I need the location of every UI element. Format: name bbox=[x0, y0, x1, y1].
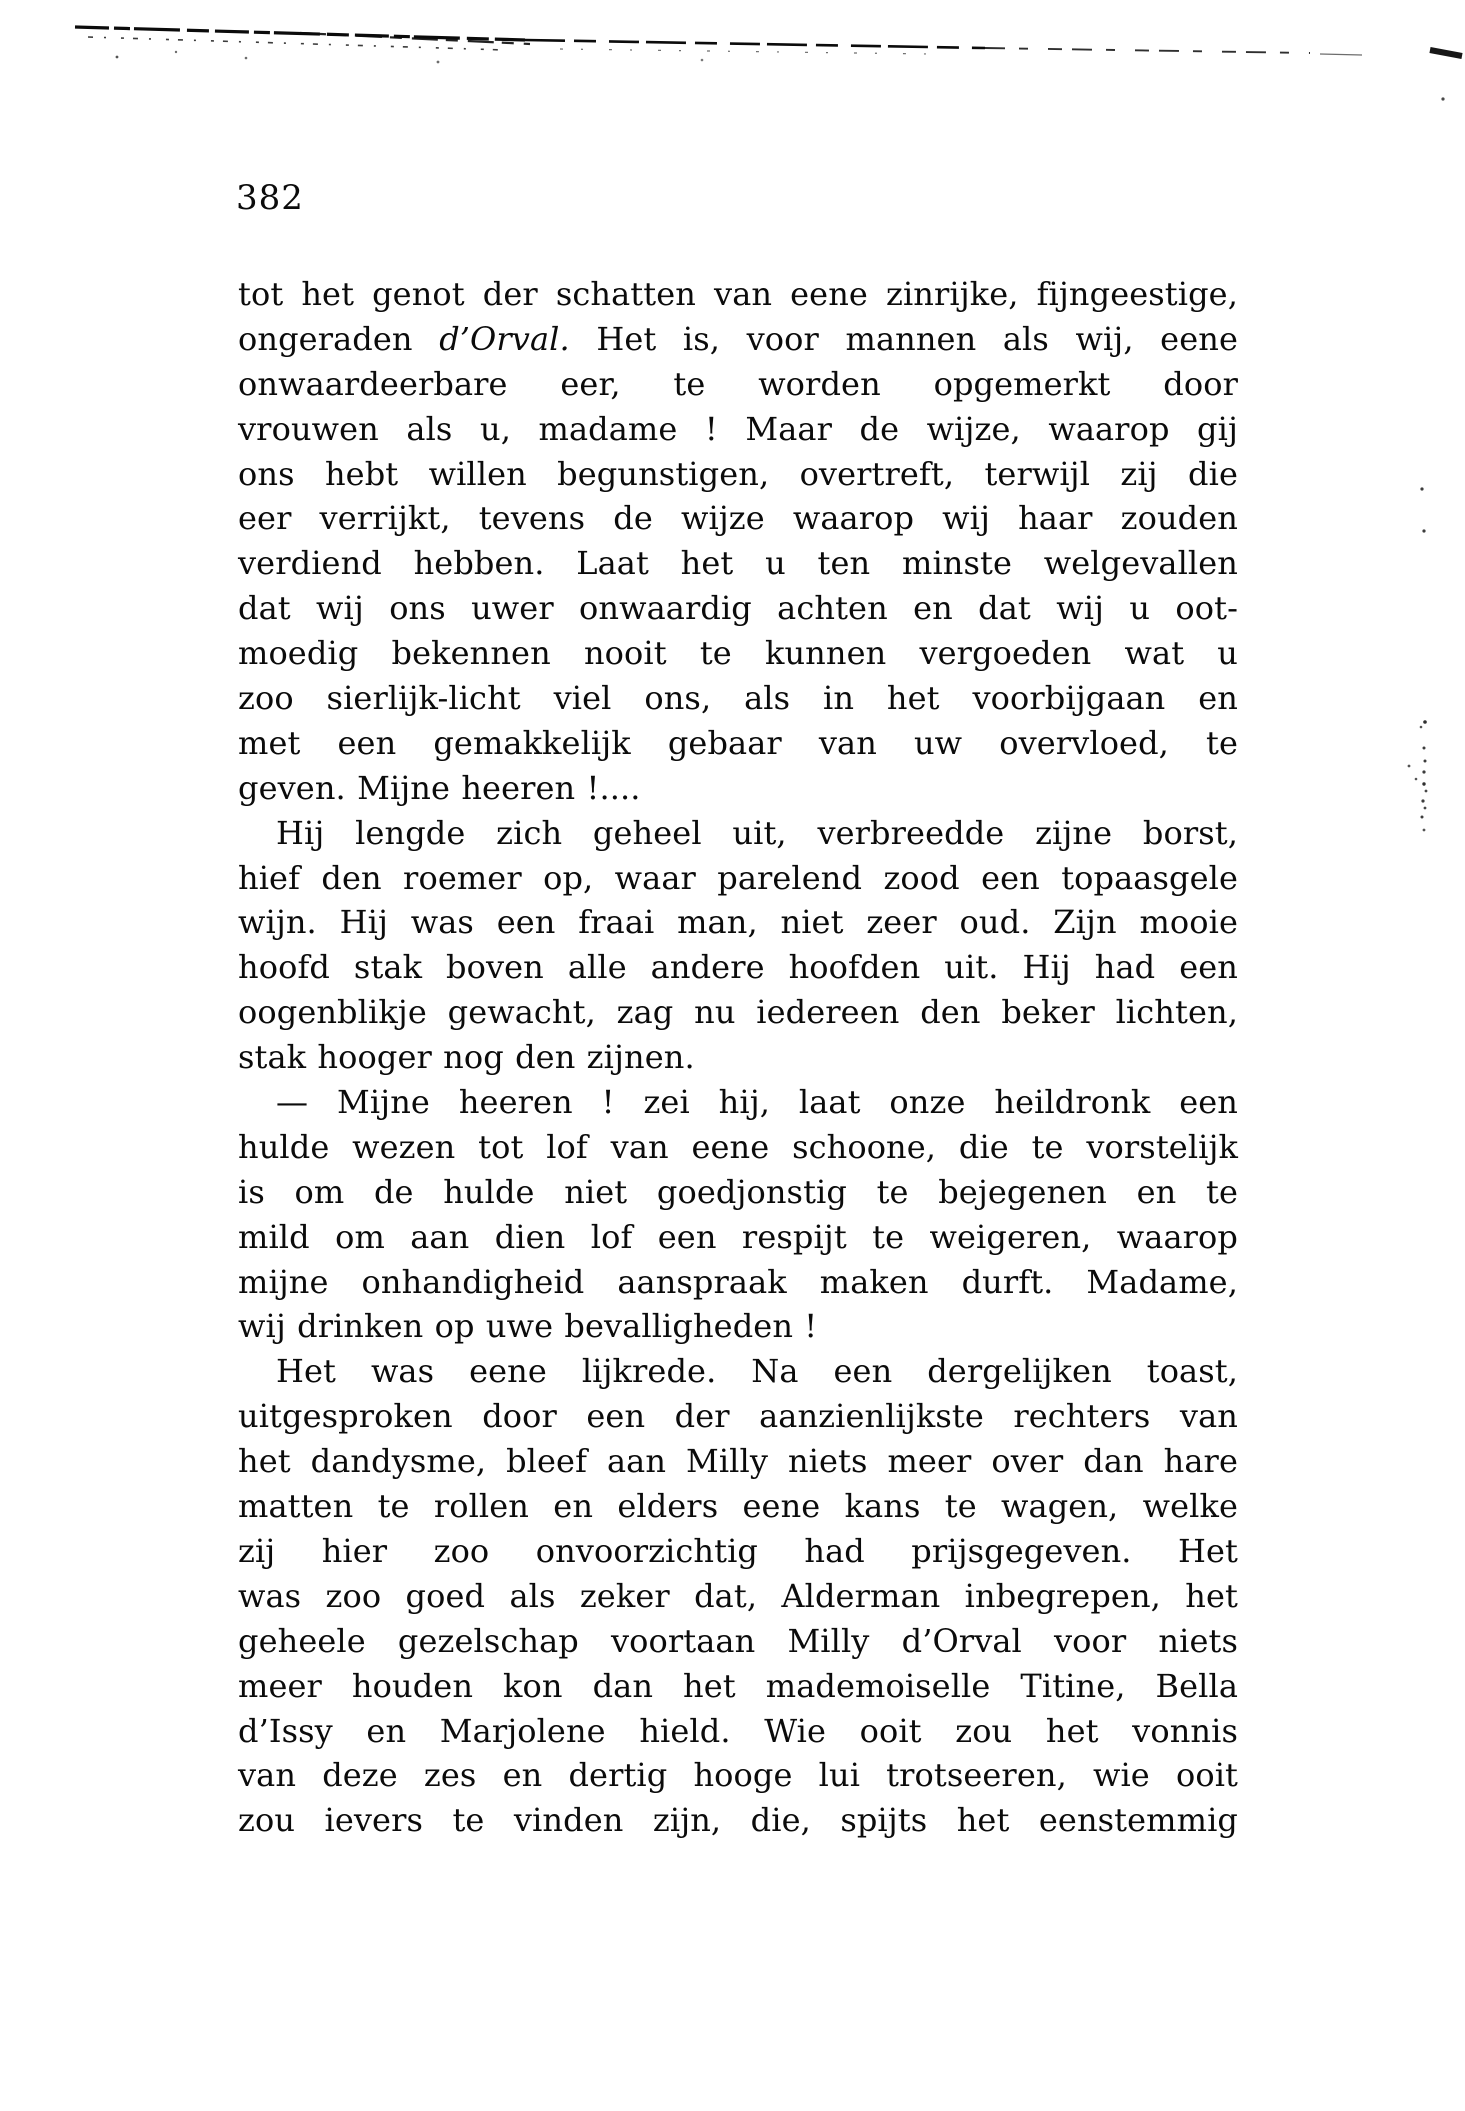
text-segment: hief den roemer op, waar parelend zood een topaasgele bbox=[238, 858, 1238, 897]
text-line bbox=[238, 1529, 1238, 1574]
scan-speck bbox=[1424, 807, 1427, 810]
scan-speck bbox=[1420, 487, 1423, 490]
text-segment: eer verrijkt, tevens de wijze waarop wij haar zouden bbox=[238, 499, 1238, 538]
text-line bbox=[238, 272, 1238, 317]
text-line bbox=[238, 856, 1238, 901]
text-line bbox=[238, 541, 1238, 586]
scan-speck bbox=[1408, 765, 1411, 768]
scan-speck bbox=[1423, 747, 1426, 750]
scan-speck bbox=[175, 51, 177, 53]
scan-speck bbox=[245, 57, 248, 60]
text-line bbox=[238, 900, 1238, 945]
text-line bbox=[238, 1574, 1238, 1619]
scan-speck bbox=[1425, 790, 1428, 793]
scan-speck bbox=[116, 56, 119, 59]
text-segment: mild om aan dien lof een respijt te weigeren, waarop bbox=[238, 1217, 1238, 1256]
text-line bbox=[238, 452, 1238, 497]
scan-speck bbox=[1441, 97, 1444, 100]
text-line bbox=[238, 1080, 1238, 1125]
text-line bbox=[238, 496, 1238, 541]
text-segment: Het is, voor mannen als wij, eene bbox=[569, 319, 1238, 358]
text-segment: zij hier zoo onvoorzichtig had prijsgegeven. Het bbox=[238, 1531, 1238, 1570]
text-segment: was zoo goed als zeker dat, Alderman inbegrepen, het bbox=[238, 1576, 1238, 1615]
text-segment: zou ievers te vinden zijn, die, spijts het eenstemmig bbox=[238, 1801, 1238, 1840]
scan-speck bbox=[1422, 529, 1425, 532]
text-segment: Hij lengde zich geheel uit, verbreedde zijne borst, bbox=[276, 813, 1238, 852]
text-line bbox=[238, 631, 1238, 676]
text-line bbox=[238, 1170, 1238, 1215]
text-line bbox=[238, 1664, 1238, 1709]
text-line bbox=[238, 1215, 1238, 1260]
text-segment: ongeraden bbox=[238, 319, 440, 358]
text-segment: tot het genot der schatten van eene zinrijke, fijngeestige, bbox=[238, 275, 1238, 313]
scan-speck bbox=[1423, 829, 1426, 832]
paragraph bbox=[238, 272, 1238, 811]
text-line bbox=[238, 1619, 1238, 1664]
italic-text: d’Orval. bbox=[439, 319, 570, 358]
text-segment: wijn. Hij was een fraai man, niet zeer oud. Zijn mooie bbox=[238, 903, 1238, 942]
scan-speck bbox=[1415, 778, 1418, 781]
text-segment: d’Issy en Marjolene hield. Wie ooit zou het vonnis bbox=[238, 1711, 1238, 1750]
text-segment: matten te rollen en elders eene kans te wagen, welke bbox=[238, 1487, 1238, 1526]
text-line bbox=[238, 1260, 1238, 1305]
text-segment: is om de hulde niet goedjonstig te bejegenen en te bbox=[238, 1172, 1238, 1211]
scan-line-segment bbox=[1430, 50, 1462, 56]
scan-speck bbox=[1422, 782, 1425, 785]
scan-line-segment bbox=[560, 49, 930, 54]
text-line bbox=[238, 1753, 1238, 1798]
text-line bbox=[238, 1394, 1238, 1439]
text-segment: stak hooger nog den zijnen. bbox=[238, 1038, 695, 1077]
scan-line-segment bbox=[525, 40, 985, 48]
text-segment: wij drinken op uwe bevalligheden ! bbox=[238, 1307, 818, 1346]
text-segment: geheele gezelschap voortaan Milly d’Orval voor niets bbox=[238, 1621, 1238, 1660]
text-line bbox=[238, 676, 1238, 721]
text-line bbox=[238, 766, 1238, 811]
text-segment: meer houden kon dan het mademoiselle Titine, Bella bbox=[238, 1666, 1238, 1705]
scan-speck bbox=[1421, 816, 1424, 819]
text-segment: Het was eene lijkrede. Na een dergelijken toast, bbox=[276, 1352, 1238, 1391]
scan-speck bbox=[701, 59, 704, 62]
scan-speck bbox=[1421, 799, 1424, 802]
text-line bbox=[238, 407, 1238, 452]
text-line bbox=[238, 1439, 1238, 1484]
scan-speck bbox=[1422, 770, 1425, 773]
text-segment: oogenblikje gewacht, zag nu iedereen den beker lichten, bbox=[238, 993, 1238, 1032]
text-segment: geven. Mijne heeren !.... bbox=[238, 768, 641, 807]
scan-line-segment bbox=[75, 27, 525, 40]
text-segment: met een gemakkelijk gebaar van uw overvloed, te bbox=[238, 723, 1238, 762]
text-line bbox=[238, 1349, 1238, 1394]
text-segment: verdiend hebben. Laat het u ten minste welgevallen bbox=[238, 544, 1238, 583]
scan-line-segment bbox=[985, 48, 1310, 53]
text-segment: onwaardeerbare eer, te worden opgemerkt door bbox=[238, 364, 1238, 403]
paragraph bbox=[238, 811, 1238, 1080]
text-line bbox=[238, 721, 1238, 766]
text-line bbox=[238, 1125, 1238, 1170]
text-block bbox=[238, 272, 1238, 1843]
scan-line-segment bbox=[1320, 54, 1362, 55]
text-segment: van deze zes en dertig hooge lui trotseeren, wie ooit bbox=[238, 1756, 1238, 1795]
text-line bbox=[238, 1484, 1238, 1529]
scan-line-segment bbox=[88, 37, 505, 50]
text-segment: — Mijne heeren ! zei hij, laat onze heildronk een bbox=[276, 1083, 1238, 1122]
text-line bbox=[238, 362, 1238, 407]
text-line bbox=[238, 1304, 1238, 1349]
text-line bbox=[238, 990, 1238, 1035]
text-line bbox=[238, 1709, 1238, 1754]
text-segment: hoofd stak boven alle andere hoofden uit. Hij had een bbox=[238, 948, 1238, 987]
scan-speck bbox=[437, 61, 440, 64]
text-segment: dat wij ons uwer onwaardig achten en dat wij u oot- bbox=[238, 589, 1238, 628]
text-segment: zoo sierlijk-licht viel ons, als in het voorbijgaan en bbox=[238, 679, 1238, 718]
paragraph bbox=[238, 1349, 1238, 1843]
text-line bbox=[238, 1798, 1238, 1843]
text-segment: uitgesproken door een der aanzienlijkste rechters van bbox=[238, 1397, 1238, 1436]
text-line bbox=[238, 1035, 1238, 1080]
text-segment: hulde wezen tot lof van eene schoone, die te vorstelijk bbox=[238, 1127, 1238, 1166]
scan-speck bbox=[1420, 726, 1423, 729]
page-number: 382 bbox=[236, 178, 304, 218]
scan-speck bbox=[1423, 720, 1427, 724]
text-segment: ons hebt willen begunstigen, overtreft, terwijl zij die bbox=[238, 454, 1238, 493]
scan-line-segment bbox=[300, 33, 530, 44]
text-line bbox=[238, 317, 1238, 362]
text-segment: het dandysme, bleef aan Milly niets meer over dan hare bbox=[238, 1442, 1238, 1481]
text-line bbox=[238, 811, 1238, 856]
text-segment: moedig bekennen nooit te kunnen vergoeden wat u bbox=[238, 634, 1238, 673]
scan-speck bbox=[1424, 760, 1427, 763]
text-segment: mijne onhandigheid aanspraak maken durft. Madame, bbox=[238, 1262, 1238, 1301]
paragraph bbox=[238, 1080, 1238, 1349]
text-line bbox=[238, 586, 1238, 631]
text-segment: vrouwen als u, madame ! Maar de wijze, waarop gij bbox=[238, 409, 1238, 448]
text-line bbox=[238, 945, 1238, 990]
